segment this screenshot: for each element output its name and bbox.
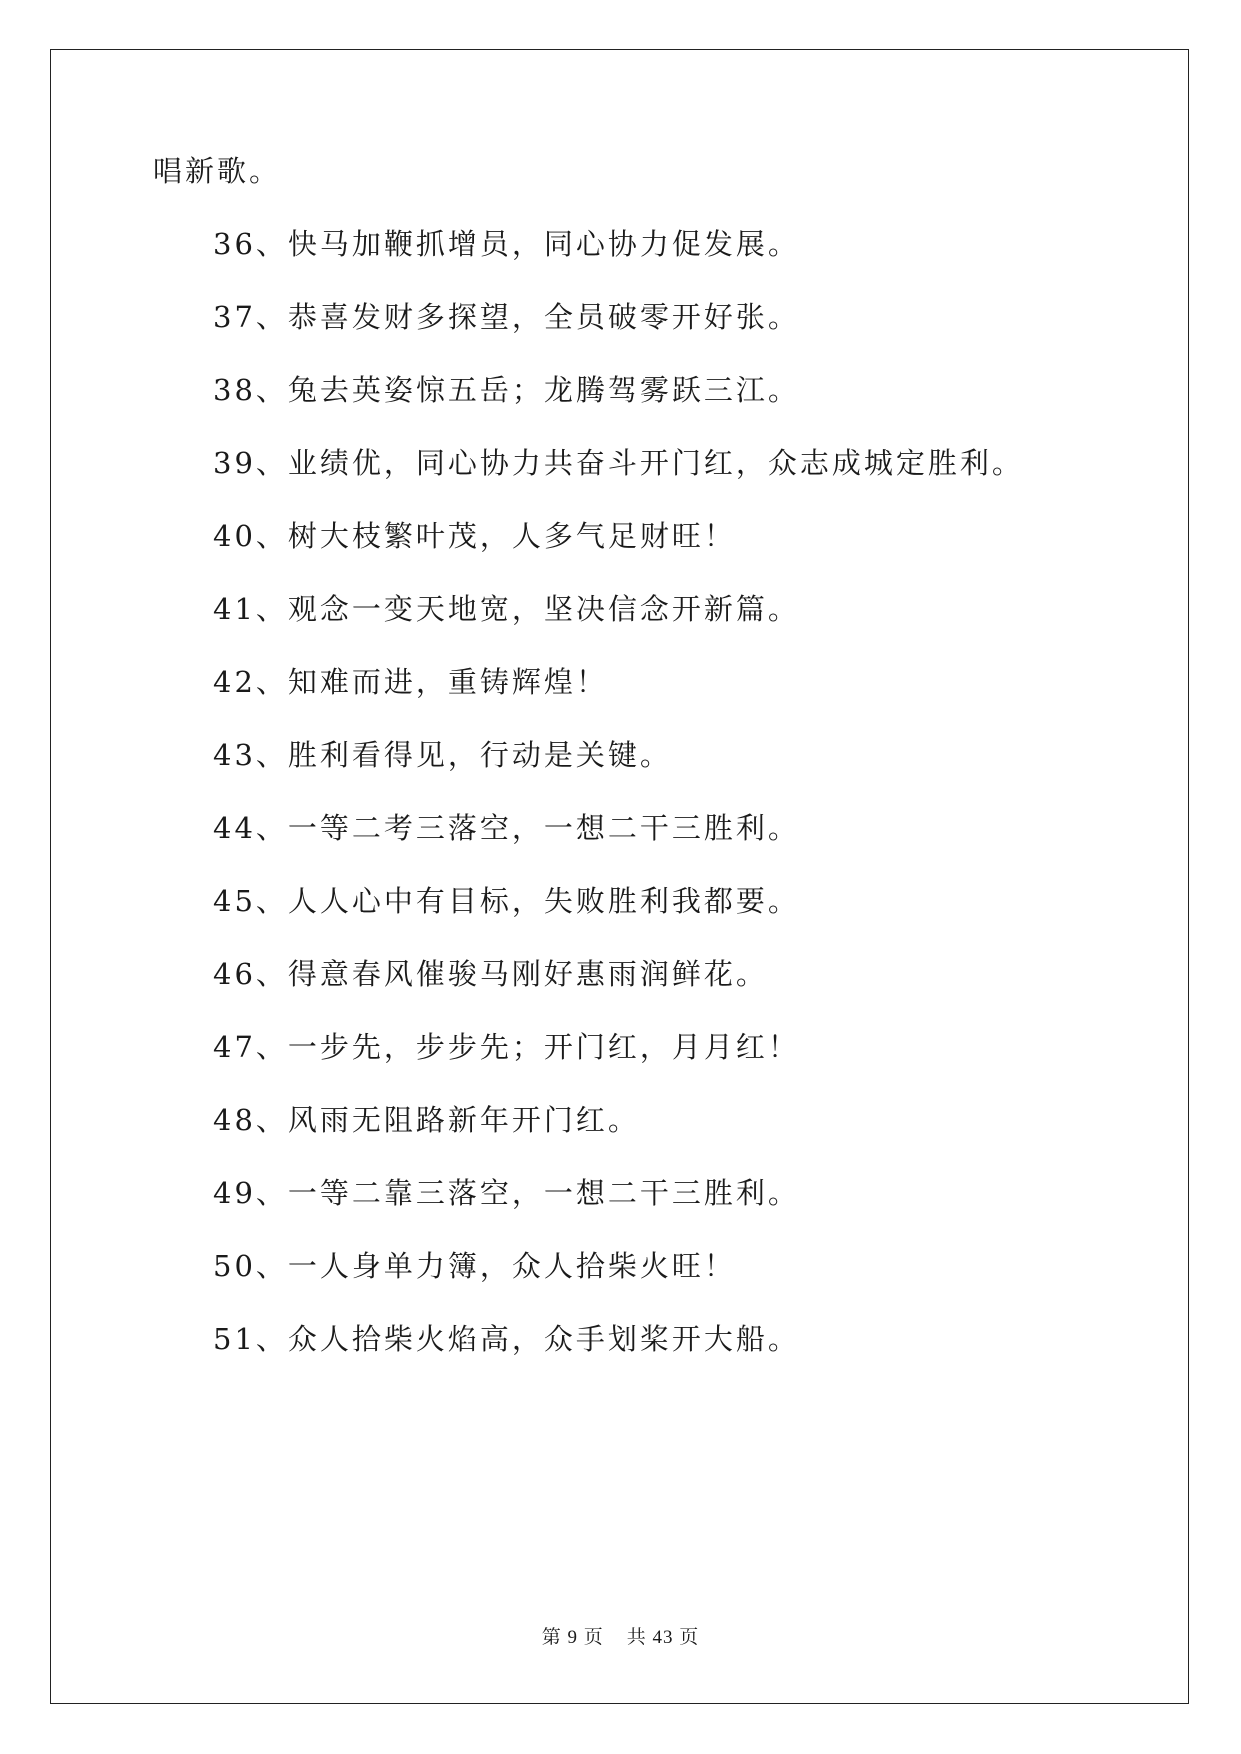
list-item-37: 37、恭喜发财多探望，全员破零开好张。: [213, 300, 800, 334]
page-footer: [0, 1622, 1241, 1649]
continuation-text: 唱新歌。: [153, 154, 282, 188]
list-item-46: 46、得意春风催骏马刚好惠雨润鲜花。: [213, 957, 768, 991]
list-item-51: 51、众人拾柴火焰高，众手划桨开大船。: [213, 1322, 800, 1356]
list-item-45: 45、人人心中有目标，失败胜利我都要。: [213, 884, 800, 918]
list-item-43: 43、胜利看得见，行动是关键。: [213, 738, 672, 772]
list-item-40: 40、树大枝繁叶茂，人多气足财旺！: [213, 519, 736, 553]
list-item-42: 42、知难而进，重铸辉煌！: [213, 665, 608, 699]
list-item-50: 50、一人身单力簿，众人拾柴火旺！: [213, 1249, 736, 1283]
list-item-47: 47、一步先，步步先；开门红，月月红！: [213, 1030, 800, 1064]
list-item-39: 39、业绩优，同心协力共奋斗开门红，众志成城定胜利。: [213, 446, 1024, 480]
list-item-48: 48、风雨无阻路新年开门红。: [213, 1103, 640, 1137]
list-item-49: 49、一等二靠三落空，一想二干三胜利。: [213, 1176, 800, 1210]
page-number: 第 9 页: [541, 1627, 604, 1648]
page-border: [50, 49, 1189, 1704]
page-total: 共 43 页: [626, 1627, 700, 1648]
list-item-41: 41、观念一变天地宽，坚决信念开新篇。: [213, 592, 800, 626]
list-item-36: 36、快马加鞭抓增员，同心协力促发展。: [213, 227, 800, 261]
list-item-38: 38、兔去英姿惊五岳；龙腾驾雾跃三江。: [213, 373, 800, 407]
list-item-44: 44、一等二考三落空，一想二干三胜利。: [213, 811, 800, 845]
